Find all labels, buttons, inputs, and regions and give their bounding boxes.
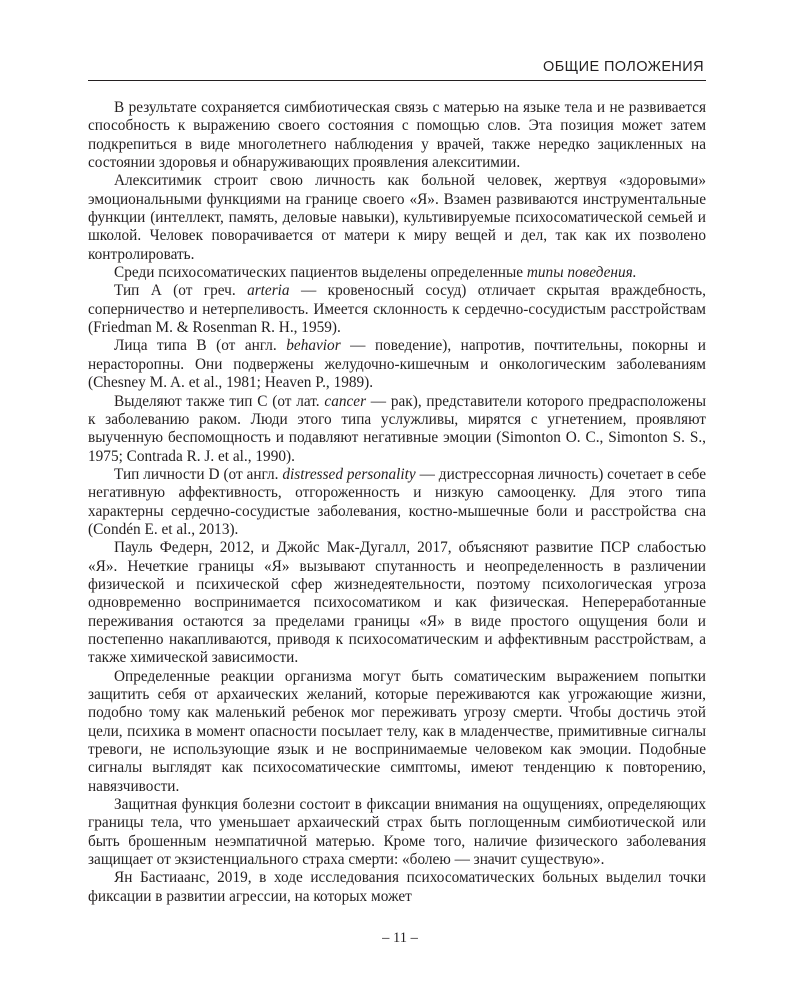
paragraph: [88, 172, 706, 264]
text-run: — поведение), напротив, почтительны, покорны и нерасторопны. Они подвержены желудочно-кишечным и онкологическим заболеваниям (Chesney M. A. et al., 1981; Heaven P., 1989).: [88, 337, 706, 392]
body-text: [88, 99, 706, 906]
page-number: – 11 –: [382, 930, 418, 946]
paragraph: [88, 869, 706, 906]
text-run: Выделяют также тип С (от лат.: [114, 392, 325, 410]
italic-text: типы поведения.: [526, 264, 637, 282]
text-run: Лица типа В (от англ.: [114, 337, 287, 355]
text-run: Определенные реакции организма могут быть соматическим выражением попытки защитить себя от архаических желаний, которые переживаются как угрожающие жизни, подобно тому как маленький ребенок мог переживать угрозу смерти. Чтобы достичь этой цели, психика в момент опасности посылает телу, как в младенчестве, примитивные сигналы тревоги, не использующие язык и не воспринимаемые человеком как эмоции. Подобные сигналы выглядят как психосоматические симптомы, имеют тенденцию к повторению, навязчивости.: [88, 667, 706, 795]
text-run: Тип личности D (от англ.: [114, 465, 283, 483]
paragraph: [88, 282, 706, 337]
italic-text: cancer: [324, 392, 367, 410]
text-run: — кровеносный сосуд) отличает скрытая враждебность, соперничество и нетерпеливость. Имеется склонность к сердечно-сосудистым расстройствам (Friedman M. & Rosenman R. H., 1959).: [88, 282, 706, 337]
italic-text: arteria: [247, 282, 290, 300]
italic-text: behavior: [286, 337, 341, 355]
paragraph: [88, 393, 706, 466]
text-run: Пауль Федерн, 2012, и Джойс Мак-Дугалл, 2017, объясняют развитие ПСР слабостью «Я». Нечеткие границы «Я» вызывают спутанность и неопределенность в различении физической и психической сфер жизнедеятельности, поэтому психологическая угроза одновременно воспринимается психосоматиком и как физическая. Непереработанные переживания остаются за пределами границы «Я» в виде простого ощущения боли и постепенно накапливаются, приводя к психосоматическим и аффективным расстройствам, а также химической зависимости.: [88, 539, 706, 667]
italic-text: distressed personality: [282, 465, 416, 483]
paragraph: [88, 539, 706, 667]
text-run: Среди психосоматических пациентов выделены определенные: [114, 264, 527, 282]
paragraph: [88, 466, 706, 539]
text-run: Ян Бастиаанс, 2019, в ходе исследования психосоматических больных выделил точки фиксации в развитии агрессии, на которых может: [88, 869, 706, 905]
paragraph: [88, 264, 706, 282]
paragraph: [88, 99, 706, 172]
text-run: — дистрессорная личность) сочетает в себе негативную аффективность, отгороженность и низкую самооценку. Для этого типа характерны сердечно-сосудистые заболевания, костно-мышечные боли и расстройства сна (Condén E. et al., 2013).: [88, 465, 706, 538]
text-run: В результате сохраняется симбиотическая связь с матерью на языке тела и не развивается способность к выражению своего состояния с помощью слов. Эта позиция может затем подкрепиться в виде многолетнего наблюдения у врачей, также нередко зацикленных на состоянии здоровья и обнаруживающих проявления алекситимии.: [88, 99, 706, 172]
text-run: — рак), представители которого предрасположены к заболеванию раком. Люди этого типа услужливы, мирятся с угнетением, проявляют выученную беспомощность и подавляют негативные эмоции (Simonton O. C., Simonton S. S., 1975; Contrada R. J. et al., 1990).: [88, 392, 706, 465]
text-run: Алекситимик строит свою личность как больной человек, жертвуя «здоровыми» эмоциональными функциями на границе своего «Я». Взамен развиваются инструментальные функции (интеллект, память, деловые навыки), культивируемые психосоматической семьей и школой. Человек поворачивается от матери к миру вещей и дел, так как их позволено контролировать.: [88, 172, 706, 263]
section-title: ОБЩИЕ ПОЛОЖЕНИЯ: [543, 59, 704, 75]
paragraph: [88, 668, 706, 796]
text-run: Тип А (от греч.: [114, 282, 248, 300]
paragraph: [88, 796, 706, 869]
text-run: Защитная функция болезни состоит в фиксации внимания на ощущениях, определяющих границы тела, что уменьшает архаический страх быть поглощенным симбиотической или быть брошенным неэмпатичной матерью. Кроме того, наличие физического заболевания защищает от экзистенциального страха смерти: «болею — значит существую».: [88, 796, 706, 869]
paragraph: [88, 337, 706, 392]
running-header: [88, 58, 706, 81]
